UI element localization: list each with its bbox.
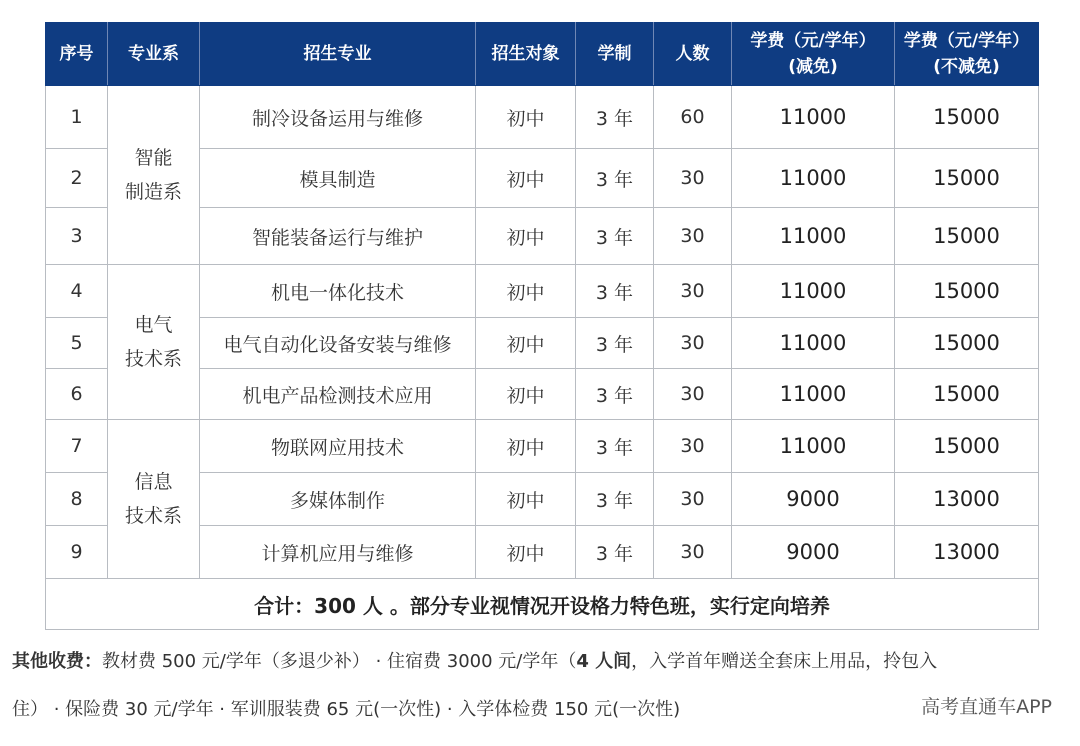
cell-major: 制冷设备运用与维修 [200, 86, 476, 149]
cell-fee-full: 15000 [895, 149, 1039, 208]
cell-no: 1 [46, 86, 108, 149]
header-fee-full-line1: 学费（元/学年） [903, 31, 1030, 51]
cell-fee-full: 15000 [895, 369, 1039, 420]
tuition-table [45, 22, 1039, 630]
cell-duration: 3 年 [576, 369, 654, 420]
cell-no: 9 [46, 526, 108, 579]
cell-duration: 3 年 [576, 420, 654, 473]
cell-duration: 3 年 [576, 473, 654, 526]
table-total-row [46, 579, 1039, 630]
notes-text-bold: 4 人间 [576, 651, 632, 672]
cell-count: 30 [654, 208, 732, 265]
cell-fee-reduced: 11000 [732, 149, 895, 208]
notes-text-a: 教材费 500 元/学年（多退少补） · 住宿费 3000 元/学年（ [102, 651, 577, 672]
cell-fee-reduced: 11000 [732, 265, 895, 318]
header-target: 招生对象 [476, 23, 576, 86]
cell-fee-full: 15000 [895, 318, 1039, 369]
table-row [46, 420, 1039, 473]
cell-target: 初中 [476, 420, 576, 473]
dept-line1: 电气 [134, 314, 173, 336]
cell-major: 电气自动化设备安装与维修 [200, 318, 476, 369]
cell-major: 机电产品检测技术应用 [200, 369, 476, 420]
cell-target: 初中 [476, 369, 576, 420]
cell-major: 模具制造 [200, 149, 476, 208]
cell-major: 物联网应用技术 [200, 420, 476, 473]
cell-no: 6 [46, 369, 108, 420]
notes-label: 其他收费： [12, 651, 102, 672]
cell-count: 30 [654, 149, 732, 208]
cell-target: 初中 [476, 265, 576, 318]
cell-fee-full: 15000 [895, 420, 1039, 473]
cell-fee-reduced: 9000 [732, 526, 895, 579]
header-fee-full-line2: (不减免) [933, 57, 1000, 77]
cell-major: 机电一体化技术 [200, 265, 476, 318]
header-no: 序号 [46, 23, 108, 86]
cell-no: 8 [46, 473, 108, 526]
dept-line2: 制造系 [124, 181, 182, 203]
cell-no: 2 [46, 149, 108, 208]
cell-dept-electrical-technology [108, 265, 200, 420]
cell-count: 30 [654, 369, 732, 420]
cell-fee-reduced: 9000 [732, 473, 895, 526]
table-row [46, 265, 1039, 318]
cell-fee-full: 15000 [895, 208, 1039, 265]
dept-line1: 智能 [134, 147, 173, 169]
cell-duration: 3 年 [576, 208, 654, 265]
header-fee-reduced-line1: 学费（元/学年） [750, 31, 876, 51]
cell-fee-reduced: 11000 [732, 318, 895, 369]
header-fee-full [895, 23, 1039, 86]
cell-dept-intelligent-manufacturing [108, 86, 200, 265]
notes-line-1 [12, 648, 937, 676]
cell-target: 初中 [476, 149, 576, 208]
cell-target: 初中 [476, 86, 576, 149]
cell-no: 4 [46, 265, 108, 318]
cell-no: 3 [46, 208, 108, 265]
cell-major: 计算机应用与维修 [200, 526, 476, 579]
cell-duration: 3 年 [576, 318, 654, 369]
dept-line2: 技术系 [124, 505, 182, 527]
dept-line2: 技术系 [124, 348, 182, 370]
header-dept: 专业系 [108, 23, 200, 86]
cell-duration: 3 年 [576, 526, 654, 579]
header-major: 招生专业 [200, 23, 476, 86]
cell-major: 智能装备运行与维护 [200, 208, 476, 265]
cell-target: 初中 [476, 208, 576, 265]
header-fee-reduced [732, 23, 895, 86]
cell-fee-reduced: 11000 [732, 86, 895, 149]
cell-fee-reduced: 11000 [732, 208, 895, 265]
cell-count: 30 [654, 318, 732, 369]
total-summary: 合计：300 人 。部分专业视情况开设格力特色班，实行定向培养 [46, 579, 1039, 630]
cell-target: 初中 [476, 473, 576, 526]
table-row [46, 86, 1039, 149]
notes-line-2: 住） · 保险费 30 元/学年 · 军训服装费 65 元(一次性) · 入学体检费 150 元(一次性) [12, 699, 681, 720]
cell-no: 5 [46, 318, 108, 369]
cell-fee-full: 15000 [895, 86, 1039, 149]
cell-fee-reduced: 11000 [732, 369, 895, 420]
cell-fee-full: 13000 [895, 473, 1039, 526]
cell-count: 30 [654, 265, 732, 318]
header-duration: 学制 [576, 23, 654, 86]
cell-count: 60 [654, 86, 732, 149]
cell-fee-full: 13000 [895, 526, 1039, 579]
cell-fee-reduced: 11000 [732, 420, 895, 473]
header-count: 人数 [654, 23, 732, 86]
cell-dept-information-technology [108, 420, 200, 579]
dept-line1: 信息 [134, 471, 173, 493]
table-header-row [46, 23, 1039, 86]
cell-duration: 3 年 [576, 86, 654, 149]
cell-count: 30 [654, 473, 732, 526]
cell-count: 30 [654, 420, 732, 473]
cell-major: 多媒体制作 [200, 473, 476, 526]
cell-duration: 3 年 [576, 149, 654, 208]
cell-count: 30 [654, 526, 732, 579]
cell-fee-full: 15000 [895, 265, 1039, 318]
cell-target: 初中 [476, 526, 576, 579]
tuition-table-container [45, 22, 1038, 630]
cell-duration: 3 年 [576, 265, 654, 318]
cell-no: 7 [46, 420, 108, 473]
header-fee-reduced-line2: (减免) [788, 57, 838, 77]
cell-target: 初中 [476, 318, 576, 369]
watermark-text: 高考直通车APP [921, 696, 1052, 718]
notes-text-b: ，入学首年赠送全套床上用品，拎包入 [631, 651, 938, 672]
